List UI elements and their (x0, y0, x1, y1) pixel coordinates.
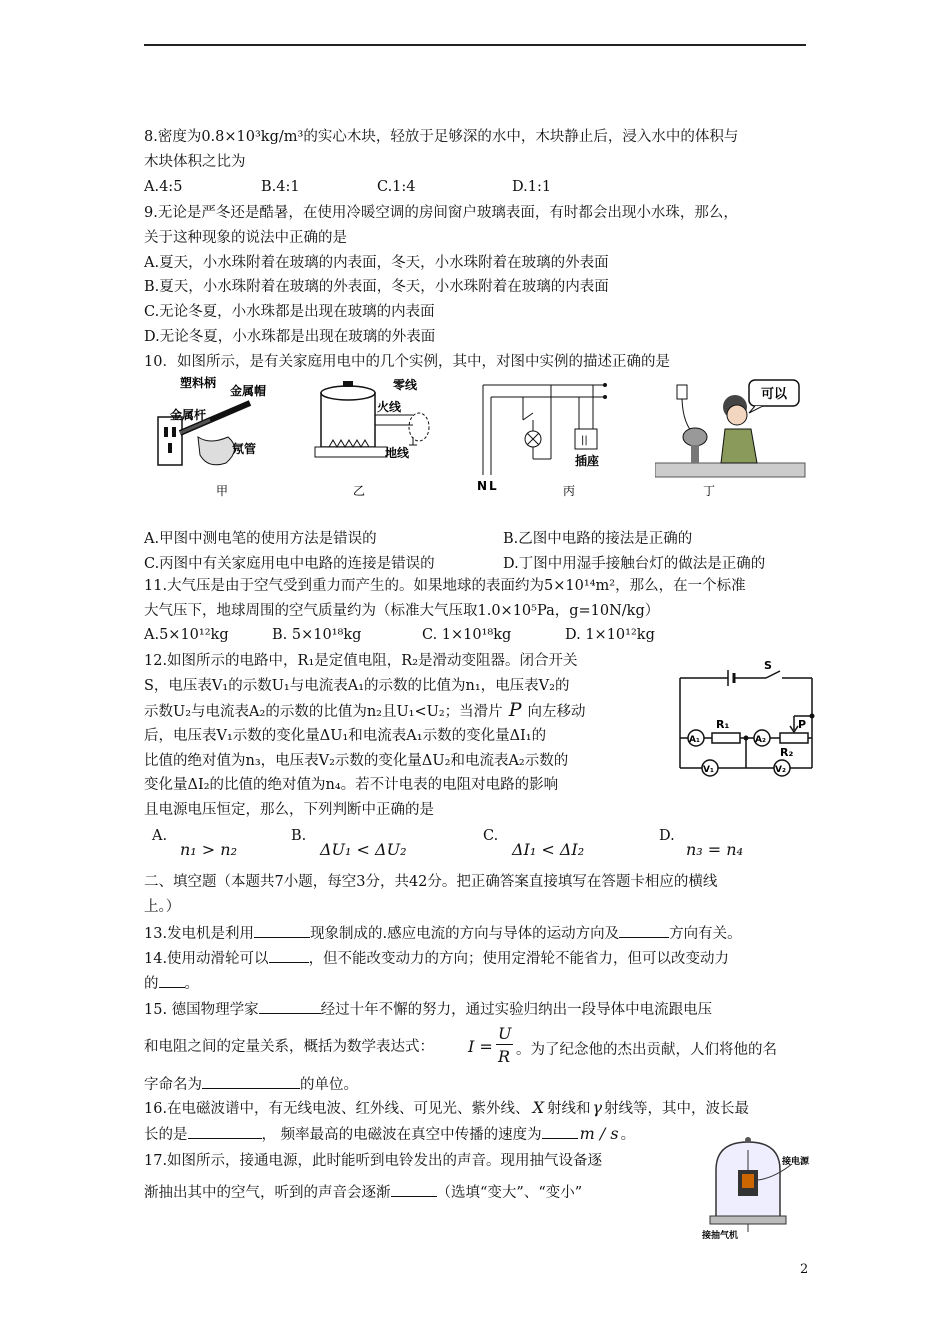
circuit-label-r2: R₂ (780, 746, 794, 759)
q14-text-2: ，但不能改变动力的方向；使用定滑轮不能省力，但可以改变动力 (308, 951, 730, 967)
q15-text-3: 和电阻之间的定量关系，概括为数学表达式： (144, 1039, 434, 1055)
q8-option-b: B.4:1 (261, 179, 300, 195)
q16-text-4: 长的是 (144, 1127, 188, 1143)
q9-option-d: D.无论冬夏，小水珠都是出现在玻璃的外表面 (144, 329, 436, 345)
q11-line1: 11.大气压是由于空气受到重力而产生的。如果地球的表面约为5×10¹⁴m²，那么，在一个标准 (144, 578, 746, 594)
q12-line4: 后，电压表V₁示数的变化量ΔU₁和电流表A₁示数的变化量ΔI₁的 (144, 728, 547, 744)
q13-text-2: 现象制成的.感应电流的方向与导体的运动方向及 (310, 926, 620, 942)
yi-caption: 乙 (353, 484, 366, 498)
q9-line2: 关于这种现象的说法中正确的是 (144, 230, 347, 246)
q10-option-d: D.丁图中用湿手接触台灯的做法是正确的 (503, 556, 766, 572)
jia-label-metal-cap: 金属帽 (230, 384, 267, 398)
q12-line5: 比值的绝对值为n₃，电压表V₂示数的变化量ΔU₂和电流表A₂示数的 (144, 753, 569, 769)
q13-text-3: 方向有关。 (669, 926, 742, 942)
q16-line2 (144, 1124, 635, 1144)
q15-formula-numerator: U (498, 1024, 512, 1043)
q9-option-a: A.夏天，小水珠附着在玻璃的内表面，冬天，小水珠附着在玻璃的外表面 (144, 255, 609, 271)
q12-option-a-letter: A. (152, 828, 168, 844)
q10-figure-ding (655, 375, 815, 500)
circuit-label-a2: A₂ (755, 735, 766, 745)
bing-label-l: L (489, 479, 497, 493)
q12-option-b-letter: B. (291, 828, 307, 844)
bing-label-socket: 插座 (575, 454, 600, 468)
bing-label-n: N (477, 479, 488, 493)
q16-line1 (144, 1099, 749, 1118)
yi-label-live: 火线 (377, 400, 402, 414)
q15-line3 (144, 1074, 358, 1094)
q16-text-2: 射线和 (546, 1101, 591, 1117)
bing-caption: 丙 (563, 484, 576, 498)
q11-line2: 大气压下，地球周围的空气质量约为（标准大气压取1.0×10⁵Pa，g=10N/kg） (144, 603, 660, 619)
q12-line3-tail: 向左移动 (527, 704, 586, 720)
q16-blank-1[interactable] (188, 1124, 262, 1139)
q12-line3-text: 示数U₂与电流表A₂的示数的比值为n₂且U₁<U₂；当滑片 (144, 704, 503, 720)
q10-figure-jia (150, 375, 290, 500)
q15-formula-denominator: R (498, 1047, 511, 1066)
section2-line2: 上。） (144, 899, 181, 915)
q12-option-c-expr: ΔI₁ < ΔI₂ (512, 840, 585, 859)
q13-line (144, 923, 742, 943)
q17-blank-1[interactable] (391, 1182, 437, 1197)
q9-option-c: C.无论冬夏，小水珠都是出现在玻璃的内表面 (144, 304, 435, 320)
q8-option-a: A.4:5 (144, 179, 183, 195)
q16-text-1: 16.在电磁波谱中，有无线电波、红外线、可见光、紫外线、 (144, 1101, 530, 1117)
q12-line7: 且电源电压恒定，那么，下列判断中正确的是 (144, 802, 434, 818)
q8-line1: 8.密度为0.8×10³kg/m³的实心木块，轻放于足够深的水中，木块静止后，浸入水中的体积与 (144, 129, 739, 145)
q15-blank-1[interactable] (259, 999, 321, 1014)
q12-line3 (144, 701, 585, 721)
q14-line1 (144, 948, 729, 968)
q16-text-3: 射线等，其中，波长最 (604, 1101, 750, 1117)
q16-text-5: ， 频率最高的电磁波在真空中传播的速度为 (261, 1127, 542, 1143)
ding-bubble-text: 可以 (761, 387, 788, 402)
q12-line2: S，电压表V₁的示数U₁与电流表A₁的示数的比值为n₁，电压表V₂的 (144, 678, 570, 694)
yi-label-ground: 地线 (385, 446, 410, 460)
q10-stem: 10．如图所示，是有关家庭用电中的几个实例，其中，对图中实例的描述正确的是 (144, 354, 670, 370)
q12-line6: 变化量ΔI₂的比值的绝对值为n₄。若不计电表的电阻对电路的影响 (144, 777, 559, 793)
q17-text-2: （选填“变大”、“变小” (436, 1185, 583, 1201)
circuit-label-a1: A₁ (689, 735, 700, 745)
yi-label-neutral: 零线 (393, 378, 418, 392)
q16-text-6: 。 (620, 1127, 636, 1143)
q16-blank-2[interactable] (542, 1124, 578, 1139)
q14-text-1: 14.使用动滑轮可以 (144, 951, 269, 967)
q15-text-5: 字命名为 (144, 1077, 202, 1093)
q8-line2: 木块体积之比为 (144, 154, 246, 170)
q8-option-d: D.1:1 (512, 179, 552, 195)
q12-circuit-diagram (672, 658, 820, 786)
ding-caption: 丁 (703, 484, 716, 498)
q15-text-6: 的单位。 (300, 1077, 358, 1093)
circuit-label-s: S (764, 659, 772, 672)
q10-figure-bing (475, 375, 615, 500)
q11-option-c: C. 1×10¹⁸kg (422, 627, 512, 643)
q8-option-c: C.1:4 (377, 179, 416, 195)
q15-fraction-bar (496, 1044, 513, 1045)
q13-text-1: 13.发电机是利用 (144, 926, 255, 942)
circuit-label-r1: R₁ (716, 718, 730, 731)
q12-line1: 12.如图所示的电路中，R₁是定值电阻，R₂是滑动变阻器。闭合开关 (144, 653, 578, 669)
page-number: 2 (800, 1262, 809, 1277)
q12-option-d-expr: n₃ = n₄ (686, 840, 744, 859)
q14-blank-1[interactable] (269, 948, 309, 963)
q11-option-d: D. 1×10¹²kg (565, 627, 655, 643)
q9-option-b: B.夏天，小水珠附着在玻璃的外表面，冬天，小水珠附着在玻璃的内表面 (144, 279, 609, 295)
q17-line2 (144, 1182, 582, 1202)
jia-caption: 甲 (216, 484, 229, 498)
jia-label-metal-rod: 金属杆 (170, 408, 207, 422)
circuit-label-v1: V₁ (703, 765, 714, 775)
q12-option-b-expr: ΔU₁ < ΔU₂ (320, 840, 407, 859)
q11-option-a: A.5×10¹²kg (144, 627, 229, 643)
q11-option-b: B. 5×10¹⁸kg (272, 627, 362, 643)
jia-label-plastic-handle: 塑料柄 (180, 376, 217, 390)
q14-blank-2[interactable] (159, 973, 185, 988)
q14-line2 (144, 973, 199, 993)
q10-option-a: A.甲图中测电笔的使用方法是错误的 (144, 531, 377, 547)
q15-text-1: 15. 德国物理学家 (144, 1002, 259, 1018)
q17-line1: 17.如图所示，接通电源，此时能听到电铃发出的声音。现用抽气设备逐 (144, 1153, 603, 1169)
q13-blank-2[interactable] (619, 923, 669, 938)
q16-x-symbol: X (532, 1098, 544, 1117)
q13-blank-1[interactable] (254, 923, 310, 938)
q17-label-vacuum-pump: 接抽气机 (702, 1231, 739, 1240)
jia-label-neon-tube: 氖管 (232, 442, 257, 456)
q9-line1: 9.无论是严冬还是酷暑，在使用冷暖空调的房间窗户玻璃表面，有时都会出现小水珠，那么， (144, 205, 738, 221)
q10-option-c: C.丙图中有关家庭用电中电路的连接是错误的 (144, 556, 435, 572)
section2-line1: 二、填空题（本题共7小题，每空3分，共42分。把正确答案直接填写在答题卡相应的横线 (144, 874, 718, 890)
q14-text-3: 的 (144, 976, 159, 992)
q12-option-a-expr: n₁ > n₂ (180, 840, 238, 859)
q15-text-2: 经过十年不懈的努力，通过实验归纳出一段导体中电流跟电压 (320, 1002, 713, 1018)
circuit-label-p: P (798, 718, 807, 731)
q10-figure-yi (305, 375, 445, 500)
svg-text:||: || (581, 435, 588, 446)
q10-option-b: B.乙图中电路的接法是正确的 (503, 531, 693, 547)
q12-slider-symbol: P (508, 699, 522, 721)
q16-unit: m / s (579, 1124, 619, 1143)
q15-line1 (144, 999, 712, 1019)
q12-option-c-letter: C. (483, 828, 499, 844)
q12-option-d-letter: D. (659, 828, 675, 844)
circuit-label-v2: V₂ (775, 765, 786, 775)
q16-gamma-symbol: γ (592, 1098, 603, 1117)
q14-text-4: 。 (184, 976, 199, 992)
q15-formula-lhs: I = (468, 1037, 493, 1056)
q15-text-4: 。为了纪念他的杰出贡献，人们将他的名 (516, 1042, 777, 1058)
q17-label-power: 接电源 (782, 1157, 810, 1167)
q17-text-1: 渐抽出其中的空气，听到的声音会逐渐 (144, 1185, 391, 1201)
q17-bell-jar-figure (702, 1136, 814, 1240)
header-rule (144, 44, 806, 46)
q15-blank-2[interactable] (202, 1074, 300, 1089)
